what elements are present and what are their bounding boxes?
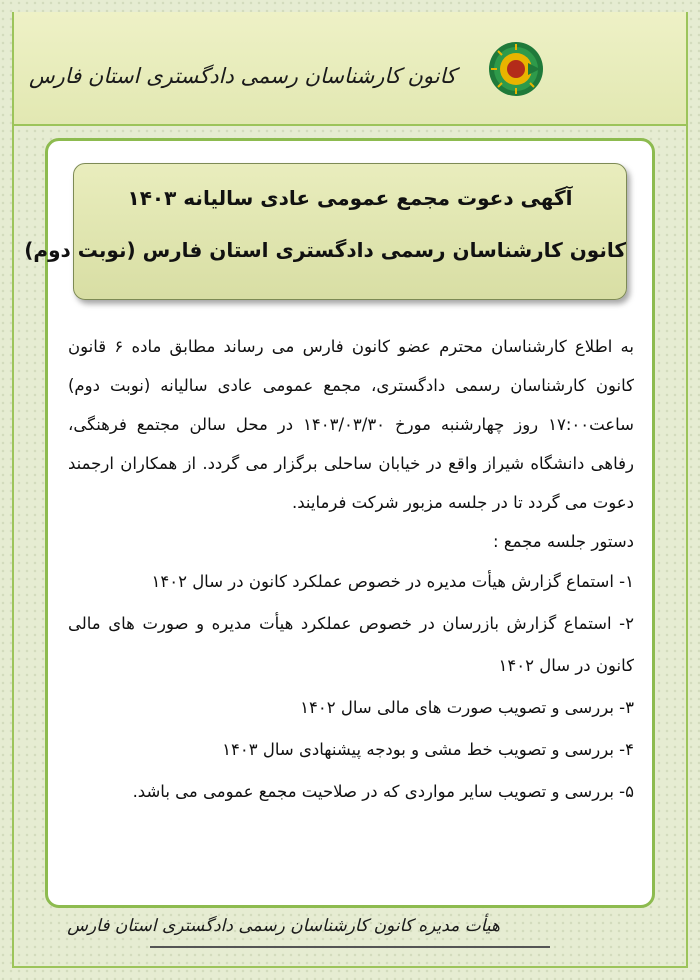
announcement-subtitle: کانون کارشناسان رسمی دادگستری استان فارس (نوبت دوم) xyxy=(24,238,626,262)
header-banner xyxy=(14,12,686,126)
header-title: کانون کارشناسان رسمی دادگستری استان فارس xyxy=(29,64,456,88)
announcement-body xyxy=(68,327,634,813)
agenda-item: ۱- استماع گزارش هیأت مدیره در خصوص عملکرد کانون در سال ۱۴۰۲ xyxy=(151,572,634,591)
agenda-item: ۵- بررسی و تصویب سایر مواردی که در صلاحیت مجمع عمومی می باشد. xyxy=(132,782,634,801)
footer-signature xyxy=(67,914,550,964)
footer-divider xyxy=(150,946,550,948)
footer-signature-text: هیأت مدیره کانون کارشناسان رسمی دادگستری استان فارس xyxy=(67,916,500,936)
agenda-item: ۴- بررسی و تصویب خط مشی و بودجه پیشنهادی سال ۱۴۰۳ xyxy=(222,740,634,759)
agenda-title: دستور جلسه مجمع : xyxy=(493,532,634,551)
agenda-item: ۳- بررسی و تصویب صورت های مالی سال ۱۴۰۲ xyxy=(300,698,634,717)
scales-of-justice-emblem-icon xyxy=(488,41,544,97)
body-paragraph: به اطلاع کارشناسان محترم عضو کانون فارس می رساند مطابق ماده ۶ قانون کانون کارشناسان رسمی دادگستری، مجمع عمومی عادی سالیانه (نوبت دوم) ساعت۱۷:۰۰ روز چهارشنبه مورخ ۱۴۰۳/۰۳/۳۰ در محل سالن مجتمع فرهنگی، رفاهی دانشگاه شیراز واقع در خیابان ساحلی برگزار می گردد. از همکاران ارجمند دعوت می گردد تا در جلسه مزبور شرکت فرمایند. xyxy=(68,337,635,512)
announcement-title: آگهی دعوت مجمع عمومی عادی سالیانه ۱۴۰۳ xyxy=(127,186,573,210)
announcement-box xyxy=(24,163,627,300)
agenda-item: ۲- استماع گزارش بازرسان در خصوص عملکرد هیأت مدیره و صورت های مالی کانون در سال ۱۴۰۲ xyxy=(68,614,634,675)
